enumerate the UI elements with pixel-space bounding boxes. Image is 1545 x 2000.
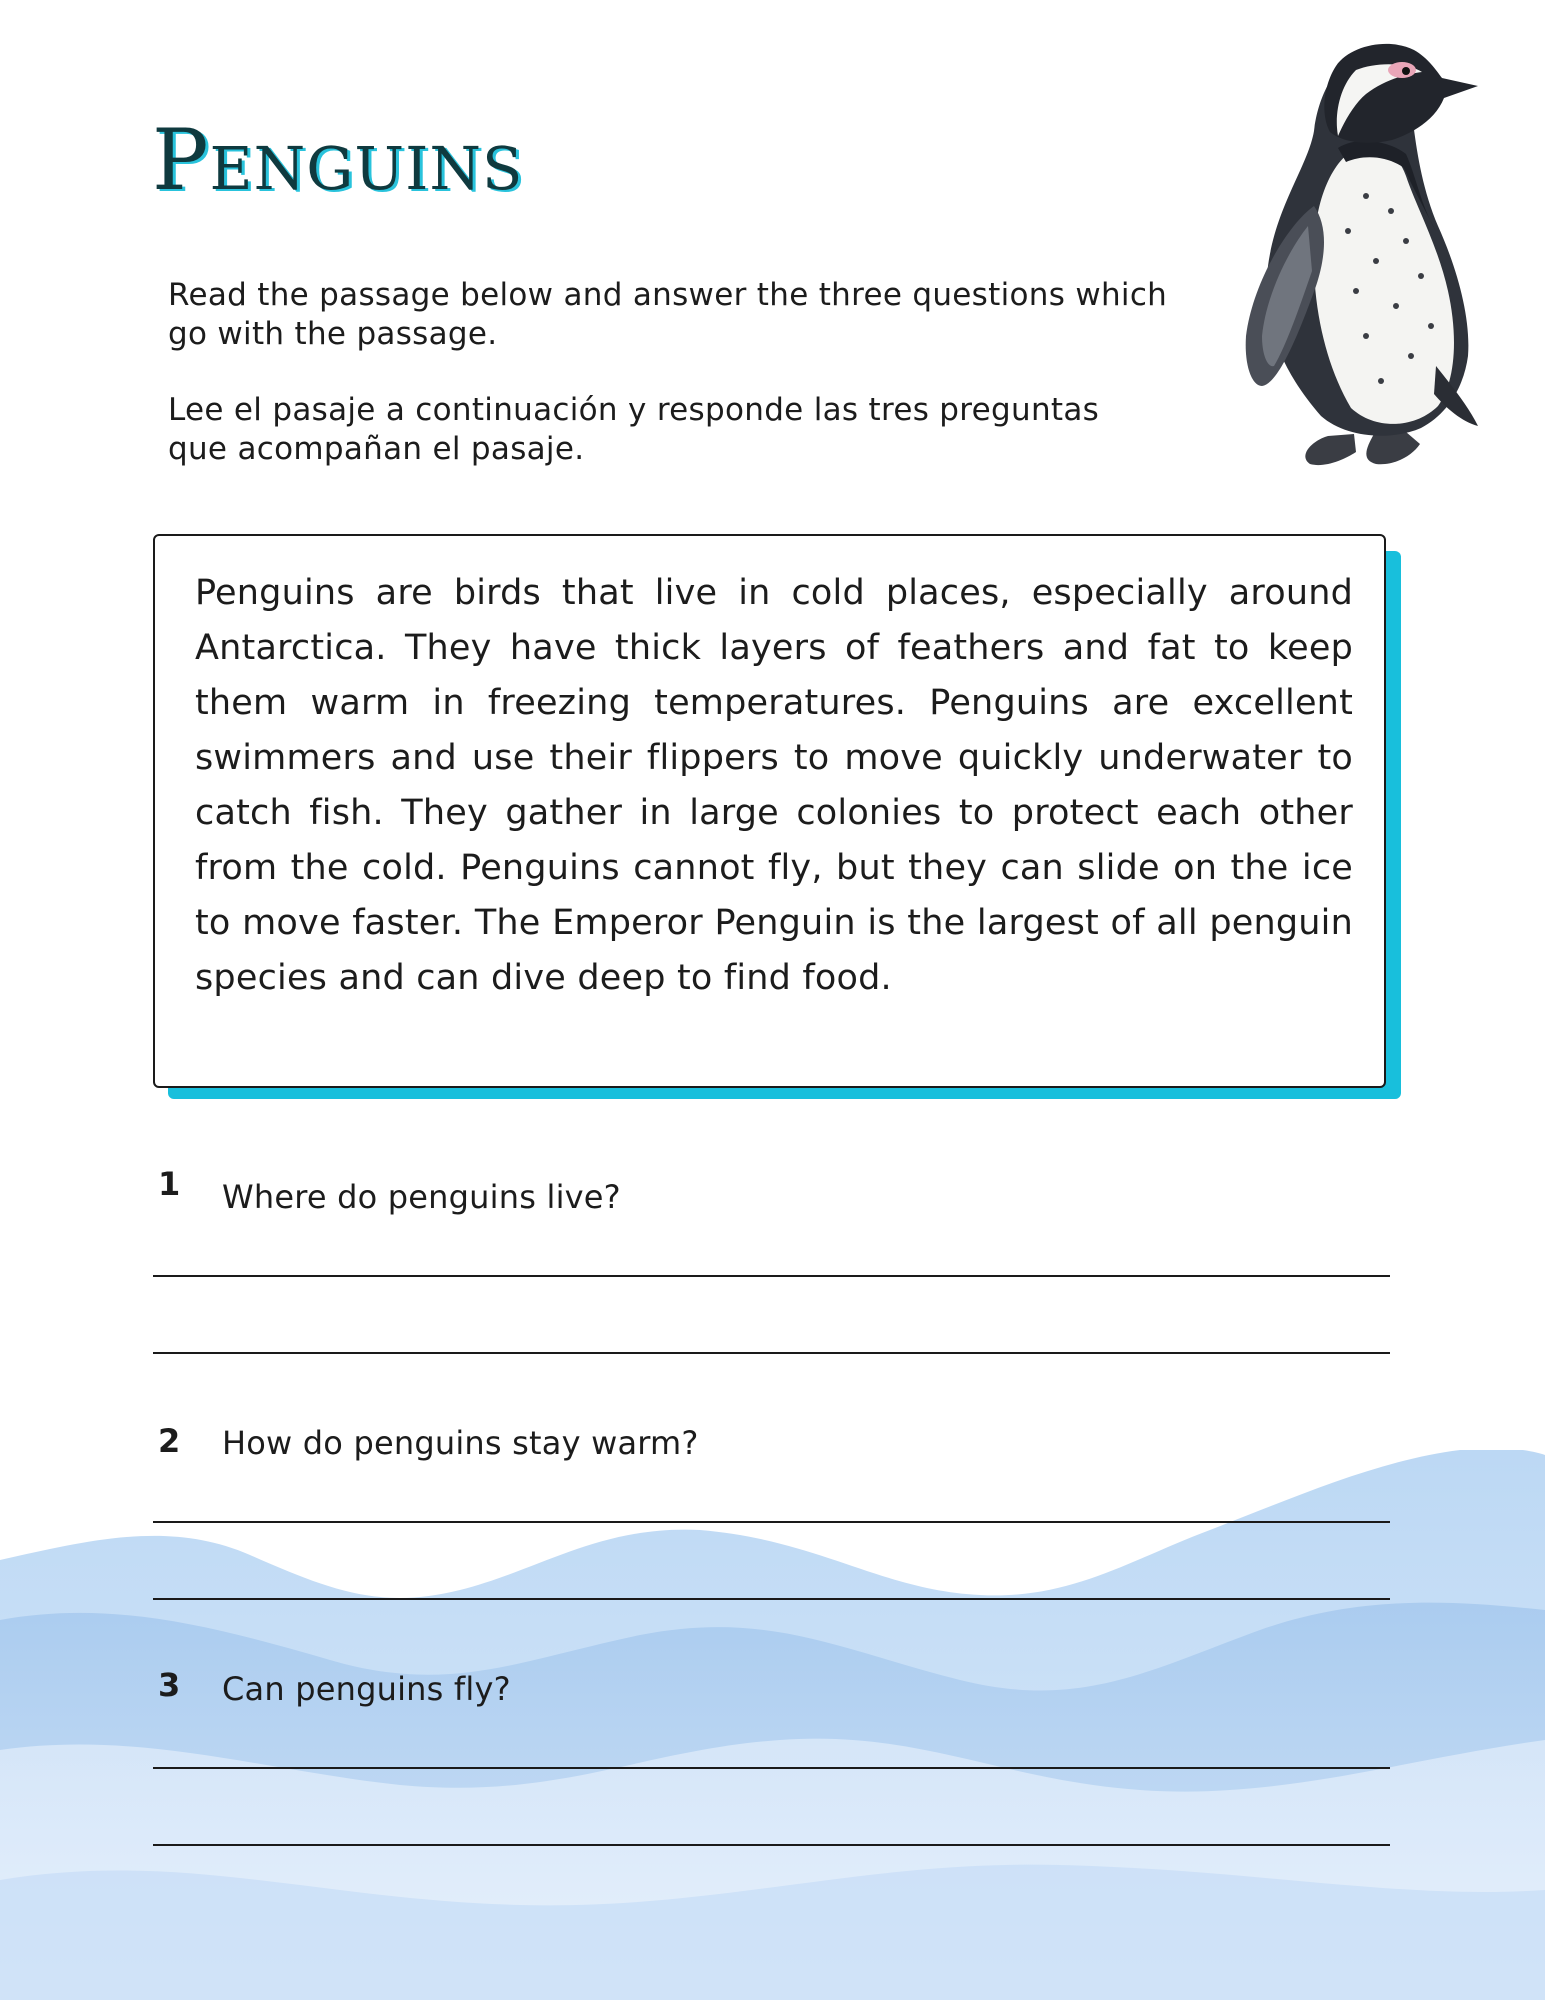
answer-line[interactable] (153, 1521, 1390, 1523)
question-3-number: 3 (158, 1666, 181, 1704)
penguin-illustration (1216, 36, 1486, 480)
answer-line[interactable] (153, 1352, 1390, 1354)
passage-box (153, 534, 1386, 1088)
question-2-text: How do penguins stay warm? (222, 1424, 699, 1462)
question-2-number: 2 (158, 1422, 181, 1460)
snowy-hills-background (0, 1450, 1545, 2000)
answer-line[interactable] (153, 1767, 1390, 1769)
question-1-number: 1 (158, 1165, 181, 1203)
passage-text: Penguins are birds that live in cold places, especially around Antarctica. They have thick layers of feathers and fat to keep them warm in freezing temperatures. Penguins are excellent swimmers and use their flippers to move quickly underwater to catch fish. They gather in large colonies to protect each other from the cold. Penguins cannot fly, but they can slide on the ice to move faster. The Emperor Penguin is the largest of all penguin species and can dive deep to find food. (195, 573, 1353, 998)
question-1-text: Where do penguins live? (222, 1178, 621, 1216)
question-3-text: Can penguins fly? (222, 1670, 511, 1708)
answer-line[interactable] (153, 1844, 1390, 1846)
answer-line[interactable] (153, 1598, 1390, 1600)
instructions-spanish: Lee el pasaje a continuación y responde las tres preguntas que acompañan el pasaje. (168, 392, 1100, 467)
instructions-english: Read the passage below and answer the three questions which go with the passage. (168, 277, 1168, 352)
page-title: Penguins (152, 111, 524, 209)
answer-line[interactable] (153, 1275, 1390, 1277)
